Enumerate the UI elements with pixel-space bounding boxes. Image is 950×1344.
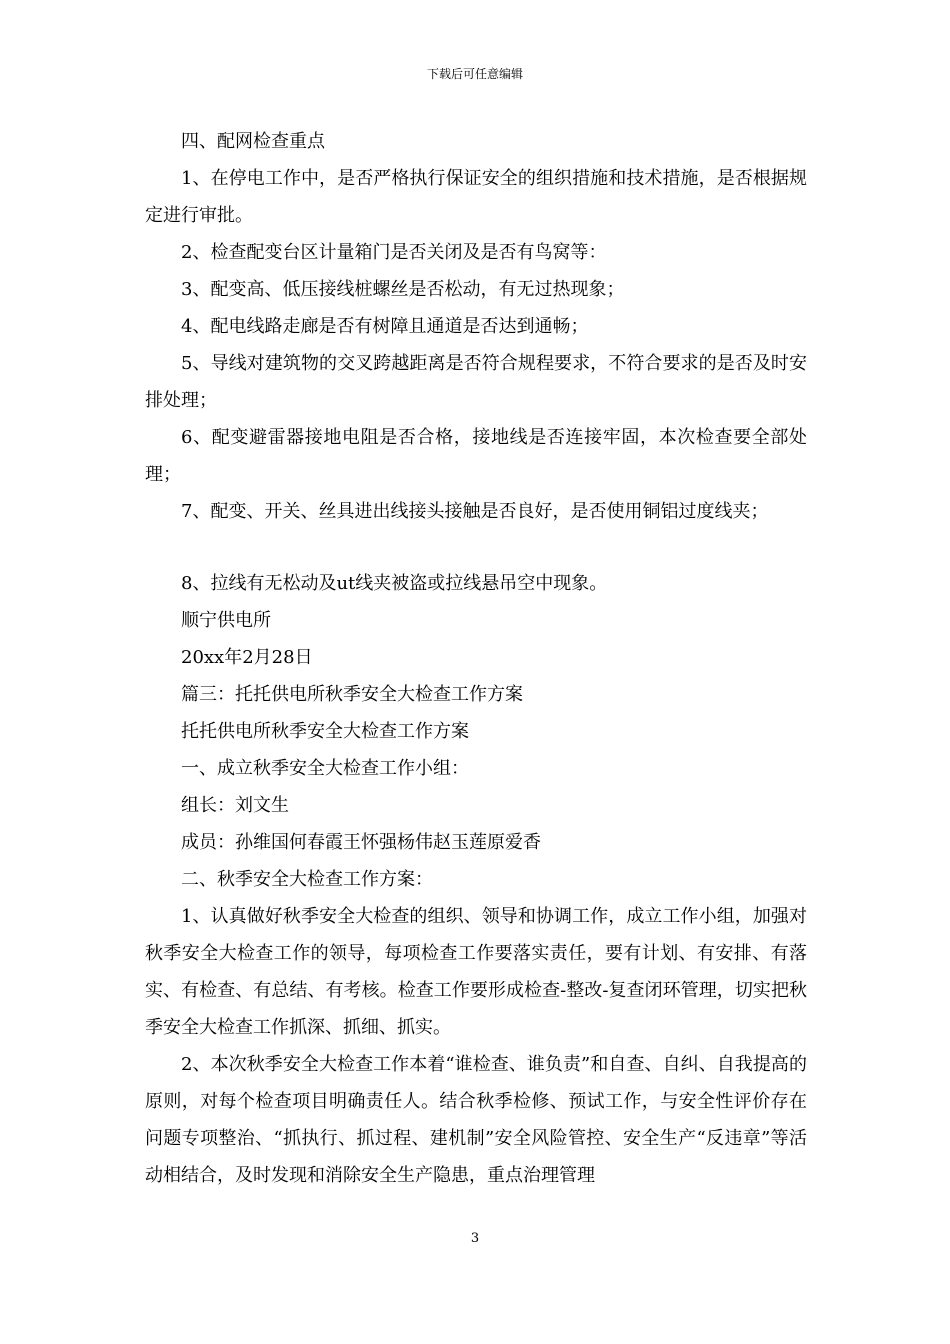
paragraph-item-2: 2、检查配变台区计量箱门是否关闭及是否有鸟窝等： (181, 242, 607, 263)
team-leader: 组长：刘文生 (181, 795, 289, 816)
paragraph-item-7: 7、配变、开关、丝具进出线接头接触是否良好，是否使用铜铝过度线夹； (181, 501, 769, 522)
signature-org: 顺宁供电所 (181, 610, 271, 631)
paragraph-item-4: 4、配电线路走廊是否有树障且通道是否达到通畅； (181, 316, 589, 337)
paragraph-item-8: 8、拉线有无松动及ut线夹被盗或拉线悬吊空中现象。 (181, 573, 608, 594)
section-heading-1: 一、成立秋季安全大检查工作小组： (181, 758, 469, 779)
section-heading-2: 二、秋季安全大检查工作方案： (181, 869, 433, 890)
chapter-title: 篇三：托托供电所秋季安全大检查工作方案 (181, 684, 523, 705)
signature-date: 20xx年2月28日 (181, 647, 313, 668)
plan-item-1: 1、认真做好秋季安全大检查的组织、领导和协调工作，成立工作小组，加强对秋季安全大检查工作的领导，每项检查工作要落实责任，要有计划、有安排、有落实、有检查、有总结、有考核。检查工作要形成检查-整改-复查闭环管理，切实把秋季安全大检查工作抓深、抓细、抓实。 (145, 906, 807, 1038)
paragraph-item-1: 1、在停电工作中，是否严格执行保证安全的组织措施和技术措施，是否根据规定进行审批。 (145, 168, 807, 226)
paragraph-item-5: 5、导线对建筑物的交叉跨越距离是否符合规程要求，不符合要求的是否及时安排处理； (145, 353, 807, 411)
plan-item-2: 2、本次秋季安全大检查工作本着“谁检查、谁负责”和自查、自纠、自我提高的原则，对每个检查项目明确责任人。结合秋季检修、预试工作，与安全性评价存在问题专项整治、“抓执行、抓过程、建机制”安全风险管控、安全生产“反违章”等活动相结合，及时发现和消除安全生产隐患，重点治理管理 (145, 1054, 807, 1186)
document-body (145, 123, 807, 1194)
page-number: 3 (470, 1231, 480, 1246)
blank-spacer (145, 530, 807, 565)
document-title: 托托供电所秋季安全大检查工作方案 (181, 721, 469, 742)
team-members: 成员：孙维国何春霞王怀强杨伟赵玉莲原爱香 (181, 832, 541, 853)
paragraph-item-6: 6、配变避雷器接地电阻是否合格，接地线是否连接牢固，本次检查要全部处理； (145, 427, 807, 485)
paragraph-item-3: 3、配变高、低压接线桩螺丝是否松动，有无过热现象； (181, 279, 625, 300)
section-heading-4: 四、配网检查重点 (181, 131, 325, 152)
page-header: 下载后可任意编辑 (426, 67, 523, 81)
